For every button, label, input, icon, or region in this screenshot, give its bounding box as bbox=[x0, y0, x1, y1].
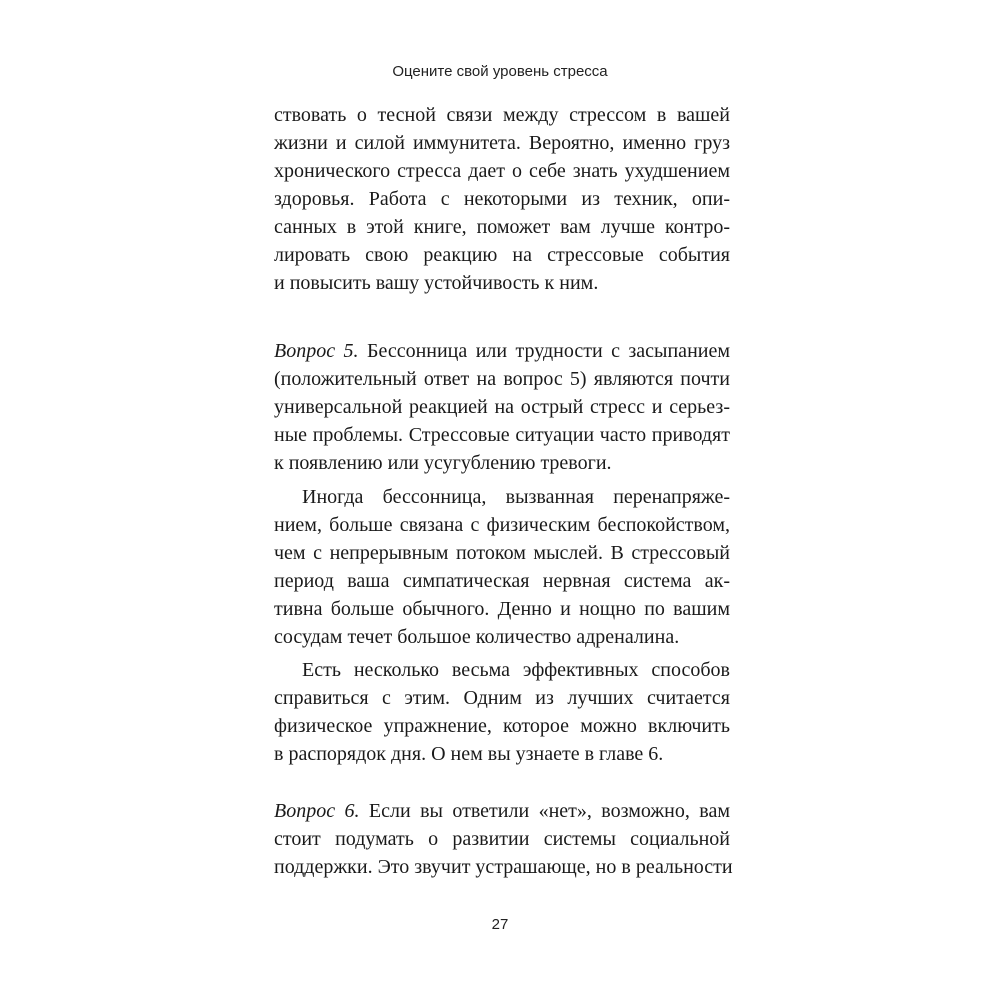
text-run: Если вы ответили «нет», возможно, вам bbox=[359, 800, 730, 822]
text-line: ные проблемы. Стрессовые ситуации часто приводят bbox=[274, 424, 730, 446]
text-run: Бессонница или трудности с засыпанием bbox=[358, 340, 731, 362]
text-line: физическое упражнение, которое можно включить bbox=[274, 715, 730, 737]
paragraph-question-6 bbox=[274, 797, 733, 881]
text-line: к появлению или усугублению тревоги. bbox=[274, 452, 612, 474]
text-line: нием, больше связана с физическим беспокойством, bbox=[274, 514, 730, 536]
text-line: поддержки. Это звучит устрашающе, но в реальности bbox=[274, 856, 733, 878]
text-line: чем с непрерывным потоком мыслей. В стрессовый bbox=[274, 542, 730, 564]
text-line: здоровья. Работа с некоторыми из техник, опи- bbox=[274, 188, 730, 210]
page-number: 27 bbox=[491, 916, 509, 933]
question-label: Вопрос 6. bbox=[274, 800, 360, 822]
paragraph-exercise bbox=[274, 656, 730, 768]
text-line: и повысить вашу устойчивость к ним. bbox=[274, 272, 599, 294]
paragraph-question-5 bbox=[274, 337, 730, 477]
text-line: ствовать о тесной связи между стрессом в вашей bbox=[274, 104, 730, 126]
running-head: Оцените свой уровень стресса bbox=[392, 63, 608, 80]
paragraph-insomnia bbox=[274, 483, 730, 651]
text-line: (положительный ответ на вопрос 5) являются почти bbox=[274, 368, 730, 390]
text-line: универсальной реакцией на острый стресс и серьез- bbox=[274, 396, 730, 418]
text-line: жизни и силой иммунитета. Вероятно, именно груз bbox=[274, 132, 730, 154]
text-line: Иногда бессонница, вызванная перенапряже- bbox=[302, 486, 730, 508]
text-line: Есть несколько весьма эффективных способов bbox=[302, 659, 730, 681]
text-line: стоит подумать о развитии системы социальной bbox=[274, 828, 730, 850]
paragraph-immunity bbox=[274, 101, 730, 297]
text-line: тивна больше обычного. Денно и нощно по вашим bbox=[274, 598, 730, 620]
text-line: справиться с этим. Одним из лучших считается bbox=[274, 687, 730, 709]
text-line: сосудам течет большое количество адреналина. bbox=[274, 626, 680, 648]
text-line-with-label bbox=[274, 797, 730, 825]
text-line: лировать свою реакцию на стрессовые события bbox=[274, 244, 730, 266]
text-line-with-label bbox=[274, 337, 730, 365]
text-line: в распорядок дня. О нем вы узнаете в главе 6. bbox=[274, 743, 664, 765]
text-line: период ваша симпатическая нервная система ак- bbox=[274, 570, 730, 592]
text-line: хронического стресса дает о себе знать ухудшением bbox=[274, 160, 730, 182]
question-label: Вопрос 5. bbox=[274, 340, 359, 362]
text-line: санных в этой книге, поможет вам лучше контро- bbox=[274, 216, 730, 238]
